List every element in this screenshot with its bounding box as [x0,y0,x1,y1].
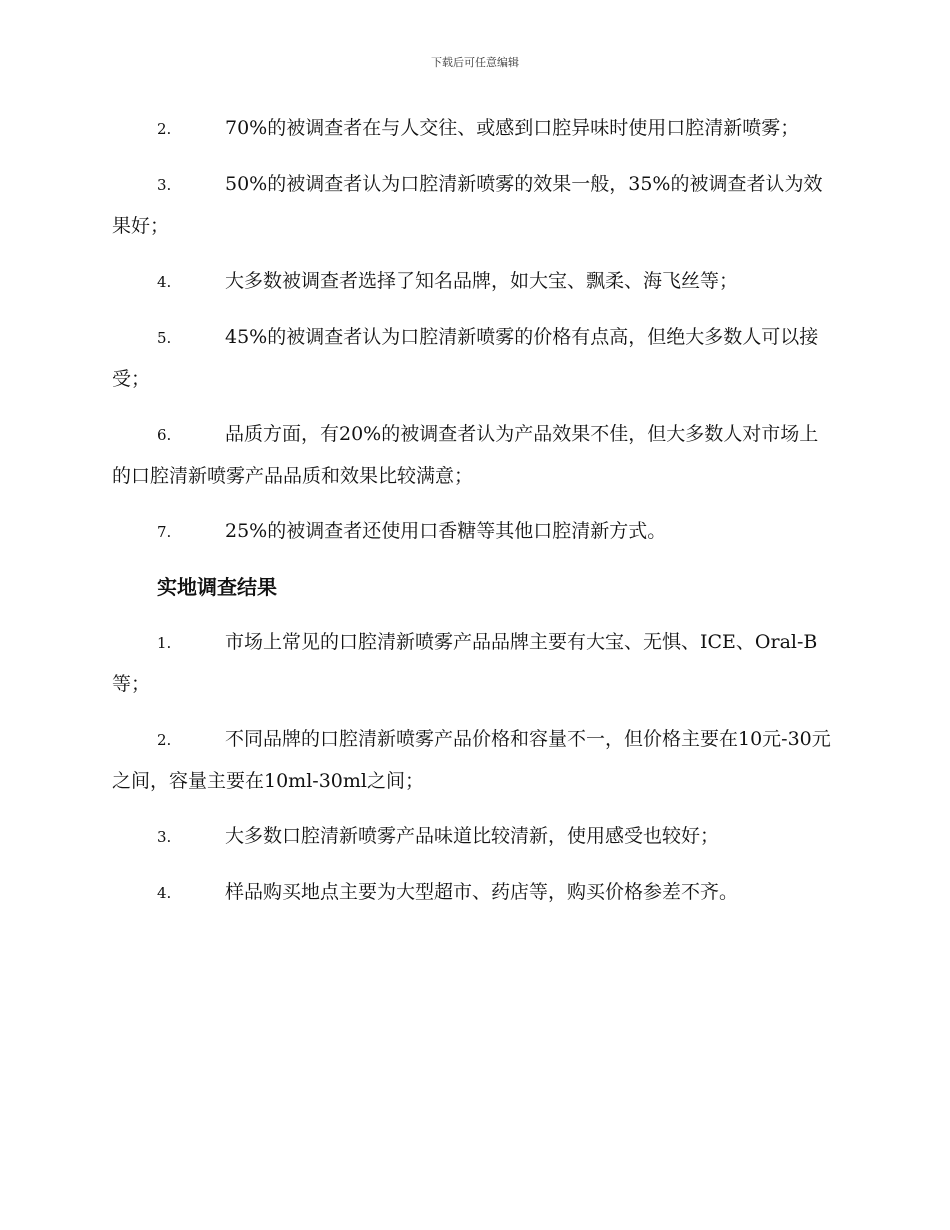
list-item-text: 70%的被调查者在与人交往、或感到口腔异味时使用口腔清新喷雾； [225,117,800,139]
list-item-text: 大多数被调查者选择了知名品牌，如大宝、飘柔、海飞丝等； [225,270,739,292]
list-item [112,414,837,497]
list-item-number: 7. [157,523,172,541]
list-item-number: 4. [157,884,172,902]
list-item-number: 1. [157,634,172,652]
list-item [112,816,837,858]
list-item-text: 品质方面，有20%的被调查者认为产品效果不佳，但大多数人对市场上的口腔清新喷雾产品品质和效果比较满意； [112,423,819,487]
list-item-text: 样品购买地点主要为大型超市、药店等，购买价格参差不齐。 [225,881,739,903]
list-item-text: 45%的被调查者认为口腔清新喷雾的价格有点高，但绝大多数人可以接受； [112,326,819,390]
list-item-number: 5. [157,329,172,347]
document-body [112,108,837,928]
list-item-text: 50%的被调查者认为口腔清新喷雾的效果一般，35%的被调查者认为效果好； [112,173,823,237]
list-item-text: 大多数口腔清新喷雾产品味道比较清新，使用感受也较好； [225,825,720,847]
list-item-text: 25%的被调查者还使用口香糖等其他口腔清新方式。 [225,520,667,542]
list-item-number: 3. [157,176,172,194]
list-item-number: 2. [157,731,172,749]
list-item [112,108,837,150]
list-item [112,317,837,400]
list-item [112,719,837,802]
list-item [112,511,837,553]
list-item [112,622,837,705]
header-note: 下载后可任意编辑 [431,56,519,69]
list-item-number: 4. [157,273,172,291]
list-item [112,872,837,914]
list-item [112,164,837,247]
list-item-number: 2. [157,120,172,138]
list-item-text: 市场上常见的口腔清新喷雾产品品牌主要有大宝、无惧、ICE、Oral-B等； [112,631,818,695]
section-title: 实地调查结果 [157,575,277,599]
list-item-number: 3. [157,828,172,846]
list-item-text: 不同品牌的口腔清新喷雾产品价格和容量不一，但价格主要在10元-30元之间，容量主要在10ml-30ml之间； [112,728,831,792]
list-item [112,261,837,303]
list-item-number: 6. [157,426,172,444]
